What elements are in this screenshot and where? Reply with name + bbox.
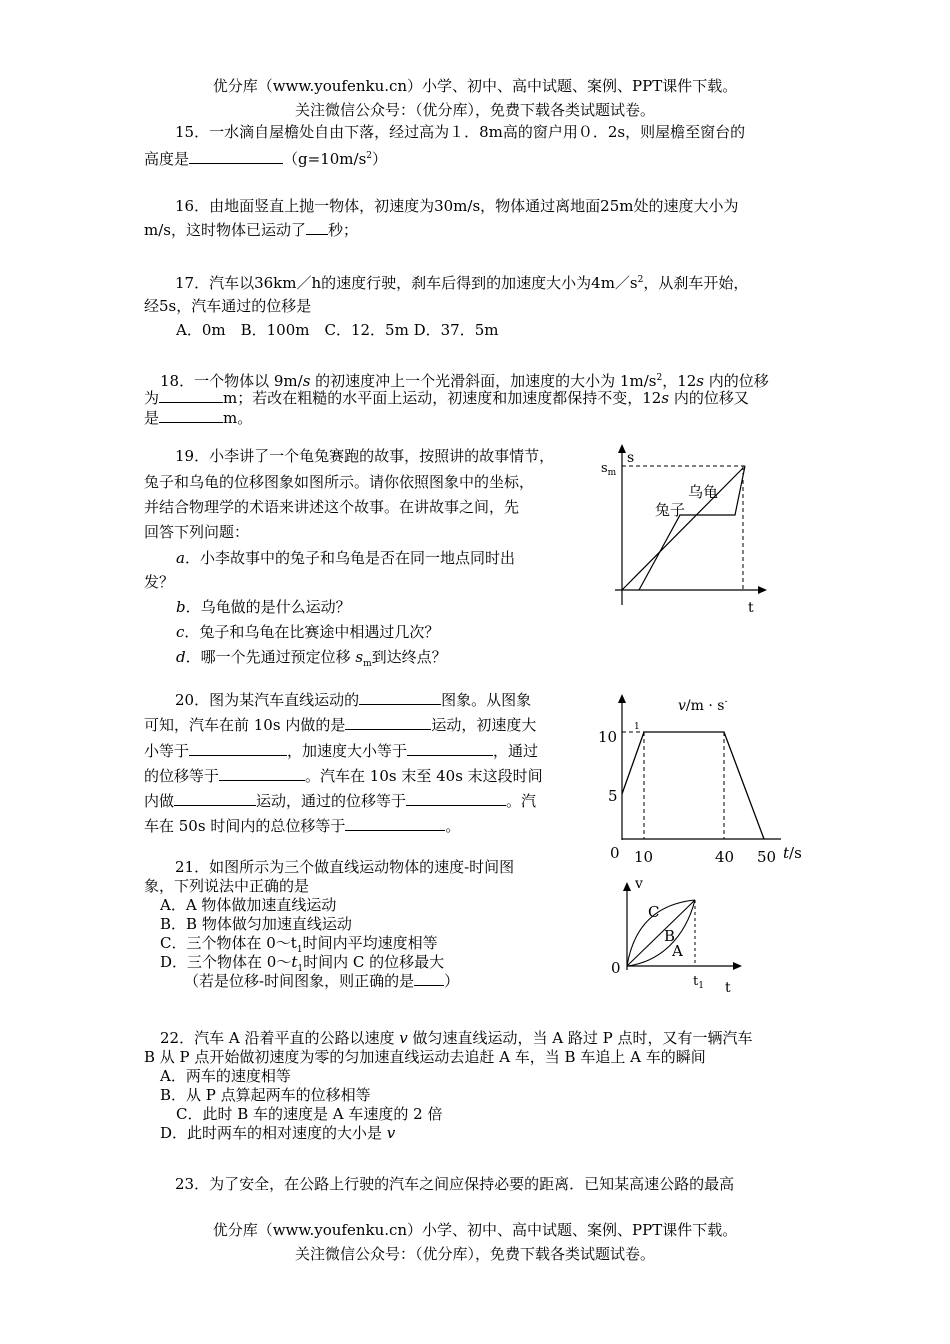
q15-answer-blank[interactable] <box>189 149 283 164</box>
q21-x-arrow <box>733 962 742 970</box>
q19-option-b <box>176 597 351 617</box>
q20-line-1 <box>175 690 531 710</box>
q20-blank-3[interactable] <box>189 741 287 756</box>
q20-blank-1[interactable] <box>359 690 441 705</box>
q19-d-letter: d <box>176 648 186 666</box>
q20-line-4 <box>144 766 543 786</box>
q20-blank-8[interactable] <box>345 816 445 831</box>
q16-line-2 <box>144 220 358 240</box>
q20-x50-label: 50 <box>757 848 777 866</box>
q20-xlabel: t/s <box>783 844 802 862</box>
q19-turtle-label: 乌龟 <box>688 483 719 501</box>
q20-origin-label: 0 <box>610 844 620 862</box>
q22-option-a: A．两车的速度相等 <box>160 1067 291 1085</box>
q18-text: 18．一个物体以 9m/ <box>160 372 303 390</box>
q16-text: m/s，这时物体已运动了 <box>144 221 306 239</box>
q20-line-2 <box>144 715 536 735</box>
q21-v-label: v <box>635 878 643 892</box>
q20-blank-6[interactable] <box>174 791 256 806</box>
q22-option-d <box>160 1123 395 1143</box>
q21-figure <box>605 878 750 998</box>
footer-line-2: 关注微信公众号：（优分库），免费下载各类试题试卷。 <box>294 1245 655 1263</box>
q23-line-1: 23．为了安全，在公路上行驶的汽车之间应保持必要的距离．已知某高速公路的最高 <box>175 1175 735 1193</box>
q21-d-sub: 1 <box>297 964 304 974</box>
q20-text-6: ，加速度大小等于 <box>287 742 408 760</box>
q20-y5-label: 5 <box>608 787 618 805</box>
q21-label-c: C <box>648 903 660 921</box>
q22-line-2: B 从 P 点开始做初速度为零的匀加速直线运动去追赶 A 车，当 B 车追上 A 车的瞬间 <box>144 1048 706 1066</box>
q20-x10-label: 10 <box>634 848 654 866</box>
q15-line-1: 15．一水滴自屋檐处自由下落，经过高为１．8m高的窗户用０．2s，则屋檐至窗台的 <box>175 123 746 141</box>
q15-close: ） <box>372 150 388 168</box>
q21-d-end: 时间内 C 的位移最大 <box>303 953 445 971</box>
q21-t-label: t <box>725 980 731 996</box>
q21-note-end: ） <box>444 972 460 990</box>
q19-option-a <box>176 548 515 568</box>
q22-text-1: 22．汽车 A 沿着平直的公路以速度 <box>160 1029 400 1047</box>
q19-a-text: ．小李故事中的兔子和乌龟是否在同一地点同时出 <box>184 549 515 567</box>
q20-blank-2[interactable] <box>345 715 431 730</box>
q21-y-arrow <box>623 882 631 891</box>
q19-a-letter: a <box>176 549 185 567</box>
q21-note-text: （若是位移-时间图象，则正确的是 <box>184 972 415 990</box>
q21-note-blank[interactable] <box>414 971 444 986</box>
q18-line-3 <box>144 408 252 428</box>
q20-vt-line <box>622 732 764 839</box>
q18-text-3: ，12 <box>662 372 697 390</box>
q19-turtle-line <box>622 468 743 590</box>
q22-option-c: C．此时 B 车的速度是 A 车速度的 2 倍 <box>176 1105 443 1123</box>
q20-text-9: 。汽车在 10s 末至 40s 末这段时间 <box>305 767 543 785</box>
q21-c-text: C．三个物体在 0～t <box>160 934 297 952</box>
q19-c-letter: c <box>176 623 185 641</box>
q19-s-label: s <box>627 450 635 466</box>
q18-text-2: 的初速度冲上一个光滑斜面，加速度的大小为 1m/s <box>310 372 657 390</box>
q21-c-end: 时间内平均速度相等 <box>302 934 438 952</box>
q19-option-d <box>176 647 447 674</box>
q20-text-11: 运动，通过的位移等于 <box>256 792 407 810</box>
q18-text-6: m；若改在粗糙的水平面上运动，初速度和加速度都保持不变，12 <box>223 389 662 407</box>
q20-text-2: 图象。从图象 <box>441 691 532 709</box>
q19-option-a-cont: 发？ <box>144 573 175 591</box>
header-line-2: 关注微信公众号：（优分库），免费下载各类试题试卷。 <box>294 101 655 119</box>
q20-blank-4[interactable] <box>407 741 493 756</box>
q21-d-text: D．三个物体在 0～ <box>160 953 292 971</box>
q16-line-1: 16．由地面竖直上抛一物体，初速度为30m/s，物体通过离地面25m处的速度大小为 <box>175 197 739 215</box>
q20-y-arrow <box>618 694 626 703</box>
q20-line-3 <box>144 741 538 761</box>
q19-d-text: ．哪一个先通过预定位移 <box>185 648 356 666</box>
q20-text-4: 运动，初速度大 <box>431 716 537 734</box>
q17-line-2: 经5s，汽车通过的位移是 <box>144 297 312 315</box>
q19-c-text: ．兔子和乌龟在比赛途中相遇过几次？ <box>184 623 440 641</box>
q22-text-2: 做匀速直线运动，当 A 路过 P 点时，又有一辆汽车 <box>407 1029 753 1047</box>
q19-sm-label: $s_m$ <box>601 461 617 478</box>
q19-y-arrow <box>618 444 626 453</box>
q20-ylabel: v/m · s- <box>678 697 728 714</box>
q18-text-5: 为 <box>144 389 160 407</box>
q19-x-arrow <box>758 586 767 594</box>
q20-ylabel-exp: 1 <box>634 722 640 732</box>
q19-d-end: 到达终点？ <box>371 648 447 666</box>
q15-text: 高度是 <box>144 150 190 168</box>
q17-text-end: ，从刹车开始， <box>643 274 749 292</box>
q19-d-s: s <box>355 648 364 666</box>
q20-blank-7[interactable] <box>406 791 506 806</box>
q21-note <box>184 971 459 991</box>
q21-option-b: B．B 物体做匀加速直线运动 <box>160 915 352 933</box>
q21-label-a: A <box>672 942 683 960</box>
q20-text-8: 的位移等于 <box>144 767 220 785</box>
q18-unit: s <box>302 372 311 390</box>
q18-unit-2: s <box>696 372 704 390</box>
q19-line-3: 并结合物理学的术语来讲述这个故事。在讲故事之间，先 <box>144 498 520 516</box>
q18-sup: 2 <box>656 373 663 383</box>
q22-d-text: D．此时两车的相对速度的大小是 <box>160 1124 387 1142</box>
q20-figure <box>596 690 816 870</box>
q22-line-1 <box>160 1028 753 1048</box>
q20-text-7: ，通过 <box>493 742 539 760</box>
q19-line-2: 兔子和乌龟的位移图象如图所示。请你依照图象中的坐标， <box>144 473 535 491</box>
q22-v: v <box>399 1029 408 1047</box>
q17-text: 17．汽车以36km／h的速度行驶，刹车后得到的加速度大小为4m／s <box>175 274 638 292</box>
q21-line-2: 象，下列说法中正确的是 <box>144 877 310 895</box>
q19-rabbit-label: 兔子 <box>655 501 686 519</box>
q19-t-label: t <box>748 600 754 616</box>
q22-option-b: B．从 P 点算起两车的位移相等 <box>160 1086 371 1104</box>
q20-line-6 <box>144 816 460 836</box>
q18-text-8: 是 <box>144 409 160 427</box>
q17-line-1 <box>175 270 748 293</box>
q21-d-t: t <box>291 953 298 971</box>
q20-text-10: 内做 <box>144 792 175 810</box>
q20-x40-label: 40 <box>715 848 735 866</box>
footer-line-1: 优分库（www.youfenku.cn）小学、初中、高中试题、案例、PPT课件下载。 <box>212 1221 738 1239</box>
header-line-1: 优分库（www.youfenku.cn）小学、初中、高中试题、案例、PPT课件下载。 <box>212 77 738 95</box>
q19-line-1: 19．小李讲了一个龟兔赛跑的故事，按照讲的故事情节， <box>175 447 555 465</box>
q21-origin-label: 0 <box>611 959 621 977</box>
q19-figure <box>595 440 785 620</box>
q20-line-5 <box>144 791 536 811</box>
q20-text-5: 小等于 <box>144 742 190 760</box>
q21-line-1: 21．如图所示为三个做直线运动物体的速度-时间图 <box>175 858 515 876</box>
q19-line-4: 回答下列问题： <box>144 523 250 541</box>
q15-line-2: 高度是 $(g=10m/s^2)$ <box>144 150 388 168</box>
q19-d-sub: m <box>363 659 372 669</box>
q20-blank-5[interactable] <box>219 766 305 781</box>
q18-text-9: m。 <box>223 409 253 427</box>
q19-option-c <box>176 622 439 642</box>
q20-text-13: 车在 50s 时间内的总位移等于 <box>144 817 346 835</box>
q20-text-14: 。 <box>445 817 461 835</box>
q18-text-7: 内的位移又 <box>669 389 749 407</box>
q20-text-12: 。汽 <box>506 792 537 810</box>
q18-text-4: 内的位移 <box>703 372 769 390</box>
q16-text-end: 秒； <box>327 221 358 239</box>
q20-y10-label: 10 <box>598 728 618 746</box>
q21-label-b: B <box>664 927 676 945</box>
q19-b-letter: b <box>176 598 186 616</box>
q15-formula: $g=10m/s^2$ <box>298 150 372 168</box>
q20-text-1: 20．图为某汽车直线运动的 <box>175 691 360 709</box>
q19-b-text: ．乌龟做的是什么运动？ <box>185 598 351 616</box>
q20-text-3: 可知，汽车在前 10s 内做的是 <box>144 716 346 734</box>
q16-answer-blank[interactable] <box>306 220 328 235</box>
q21-c-sub: 1 <box>296 945 303 955</box>
q18-unit-3: s <box>661 389 670 407</box>
q18-line-2 <box>144 388 749 408</box>
q22-d-v: v <box>386 1124 396 1142</box>
q17-sup: 2 <box>637 275 644 285</box>
q17-options: A．0m B．100m C．12．5m D．37．5m <box>176 321 499 339</box>
q21-t1-label: $t_1$ <box>693 974 704 991</box>
q21-option-a: A．A 物体做加速直线运动 <box>160 896 337 914</box>
q18-blank-1[interactable] <box>159 388 223 403</box>
q18-blank-2[interactable] <box>159 408 223 423</box>
